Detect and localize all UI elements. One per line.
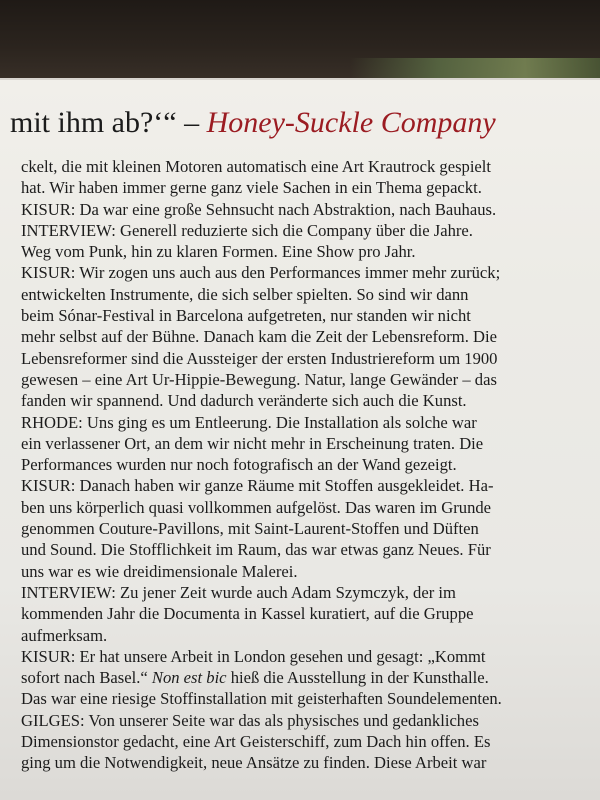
text-line: und Sound. Die Stofflichkeit im Raum, das war etwas ganz Neues. Für <box>21 540 491 560</box>
text-line: RHODE: Uns ging es um Entleerung. Die Installation als solche war <box>21 412 477 432</box>
text-line: ging um die Notwendigkeit, neue Ansätze zu finden. Diese Arbeit war <box>21 753 487 773</box>
text-line: fanden wir spannend. Und dadurch veränderte sich auch die Kunst. <box>21 391 467 411</box>
text-line: ben uns körperlich quasi vollkommen aufgelöst. Das waren im Grunde <box>21 497 492 517</box>
text-line: Das war eine riesige Stoffinstallation mit geisterhaften Soundelementen. <box>21 689 502 709</box>
text-line: beim Sónar-Festival in Barcelona aufgetreten, nur standen wir nicht <box>21 306 471 326</box>
text-line: INTERVIEW: Zu jener Zeit wurde auch Adam Szymczyk, der im <box>21 582 456 602</box>
headline-separator: – <box>176 106 207 139</box>
text-line: uns war es wie dreidimensionale Malerei. <box>21 561 298 581</box>
text-segment: sofort nach Basel.“ <box>21 668 152 688</box>
article-body <box>21 156 593 774</box>
text-line: KISUR: Danach haben wir ganze Räume mit Stoffen ausgekleidet. Ha- <box>21 476 494 496</box>
text-line: Dimensionstor gedacht, eine Art Geisterschiff, zum Dach hin offen. Es <box>21 732 491 752</box>
text-line: ckelt, die mit kleinen Motoren automatisch eine Art Krautrock gespielt <box>21 157 492 176</box>
text-line: entwickelten Instrumente, die sich selber spielten. So sind wir dann <box>21 284 469 304</box>
text-line: hat. Wir haben immer gerne ganz viele Sachen in ein Thema gepackt. <box>21 178 482 198</box>
text-line: INTERVIEW: Generell reduzierte sich die Company über die Jahre. <box>21 220 473 240</box>
text-segment: hieß die Ausstellung in der Kunsthalle. <box>226 668 489 688</box>
text-line: Lebensreformer sind die Aussteiger der ersten Industriereform um 1900 <box>21 348 498 368</box>
text-line: Weg vom Punk, hin zu klaren Formen. Eine Show pro Jahr. <box>21 242 416 262</box>
text-line: KISUR: Da war eine große Sehnsucht nach Abstraktion, nach Bauhaus. <box>21 199 497 219</box>
text-line: GILGES: Von unserer Seite war das als physisches und gedankliches <box>21 710 479 730</box>
text-line: aufmerksam. <box>21 625 108 645</box>
headline-quote: mit ihm ab?‘“ <box>10 106 177 139</box>
text-line: gewesen – eine Art Ur-Hippie-Bewegung. Natur, lange Gewänder – das <box>21 369 497 389</box>
headline-company: Honey-Suckle Company <box>206 106 496 139</box>
text-line: KISUR: Wir zogen uns auch aus den Performances immer mehr zurück; <box>21 263 501 283</box>
text-line: ein verlassener Ort, an dem wir nicht mehr in Erscheinung traten. Die <box>21 433 484 453</box>
text-line: genommen Couture-Pavillons, mit Saint-Laurent-Stoffen und Düften <box>21 519 479 539</box>
text-line: Performances wurden nur noch fotografisch an der Wand gezeigt. <box>21 455 457 475</box>
article-headline <box>10 106 600 140</box>
text-line: kommenden Jahr die Documenta in Kassel kuratiert, auf die Gruppe <box>21 604 474 624</box>
exhibition-title: Non est bic <box>151 668 227 688</box>
text-line-with-italic <box>21 667 593 688</box>
text-line: KISUR: Er hat unsere Arbeit in London gesehen und gesagt: „Kommt <box>21 646 486 666</box>
text-line: mehr selbst auf der Bühne. Danach kam die Zeit der Lebensreform. Die <box>21 327 497 347</box>
